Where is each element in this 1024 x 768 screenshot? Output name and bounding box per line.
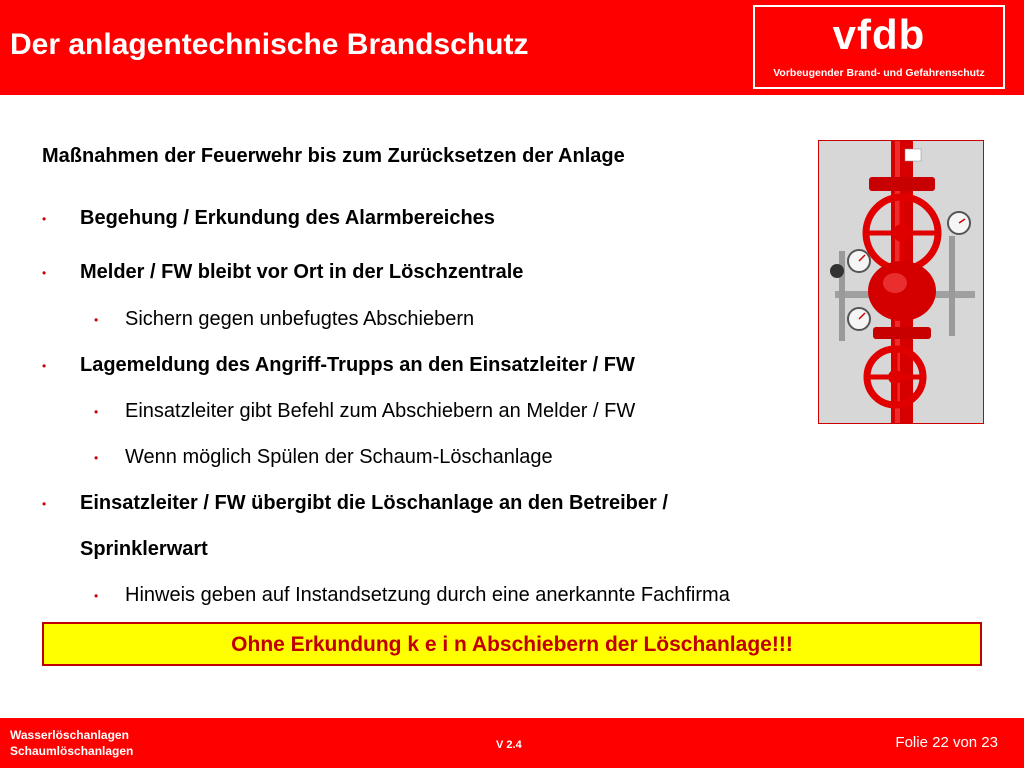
bullet-icon: • <box>94 313 99 327</box>
valve-station-illustration <box>819 141 983 423</box>
footer-bar <box>0 718 1024 768</box>
callout-text: Ohne Erkundung k e i n Abschiebern der Löschanlage!!! <box>231 633 793 656</box>
sub-list-item: Hinweis geben auf Instandsetzung durch eine anerkannte Fachfirma <box>125 584 730 606</box>
list-item: Einsatzleiter / FW übergibt die Löschanlage an den Betreiber / <box>80 492 668 514</box>
bullet-icon: • <box>42 497 47 511</box>
vfdb-logo <box>753 5 1005 89</box>
bullet-icon: • <box>42 266 47 280</box>
sub-list-item: Sichern gegen unbefugtes Abschiebern <box>125 308 475 330</box>
footer-topic-line2: Schaumlöschanlagen <box>10 744 134 758</box>
warning-callout <box>42 622 982 666</box>
slide-title: Der anlagentechnische Brandschutz <box>10 28 529 61</box>
logo-wordmark: vfdb <box>832 11 926 58</box>
list-item-continuation: Sprinklerwart <box>80 538 208 560</box>
footer-topic <box>10 727 133 759</box>
alarm-valve-photo <box>818 140 984 424</box>
bullet-icon: • <box>94 405 99 419</box>
content-heading: Maßnahmen der Feuerwehr bis zum Zurücksetzen der Anlage <box>42 145 625 167</box>
sub-list-item: Einsatzleiter gibt Befehl zum Abschiebern an Melder / FW <box>125 400 636 422</box>
list-item: Begehung / Erkundung des Alarmbereiches <box>80 207 495 229</box>
bullet-icon: • <box>42 359 47 373</box>
sub-list-item: Wenn möglich Spülen der Schaum-Löschanlage <box>125 446 553 468</box>
bullet-icon: • <box>42 212 47 226</box>
bullet-icon: • <box>94 451 99 465</box>
footer-topic-line1: Wasserlöschanlagen <box>10 728 129 742</box>
logo-tagline: Vorbeugender Brand- und Gefahrenschutz <box>773 67 985 79</box>
list-item: Lagemeldung des Angriff-Trupps an den Einsatzleiter / FW <box>80 354 635 376</box>
list-item: Melder / FW bleibt vor Ort in der Löschzentrale <box>80 261 524 283</box>
header-bar <box>0 0 1024 95</box>
bullet-icon: • <box>94 589 99 603</box>
slide-number: Folie 22 von 23 <box>895 734 998 751</box>
version-label: V 2.4 <box>496 739 522 751</box>
